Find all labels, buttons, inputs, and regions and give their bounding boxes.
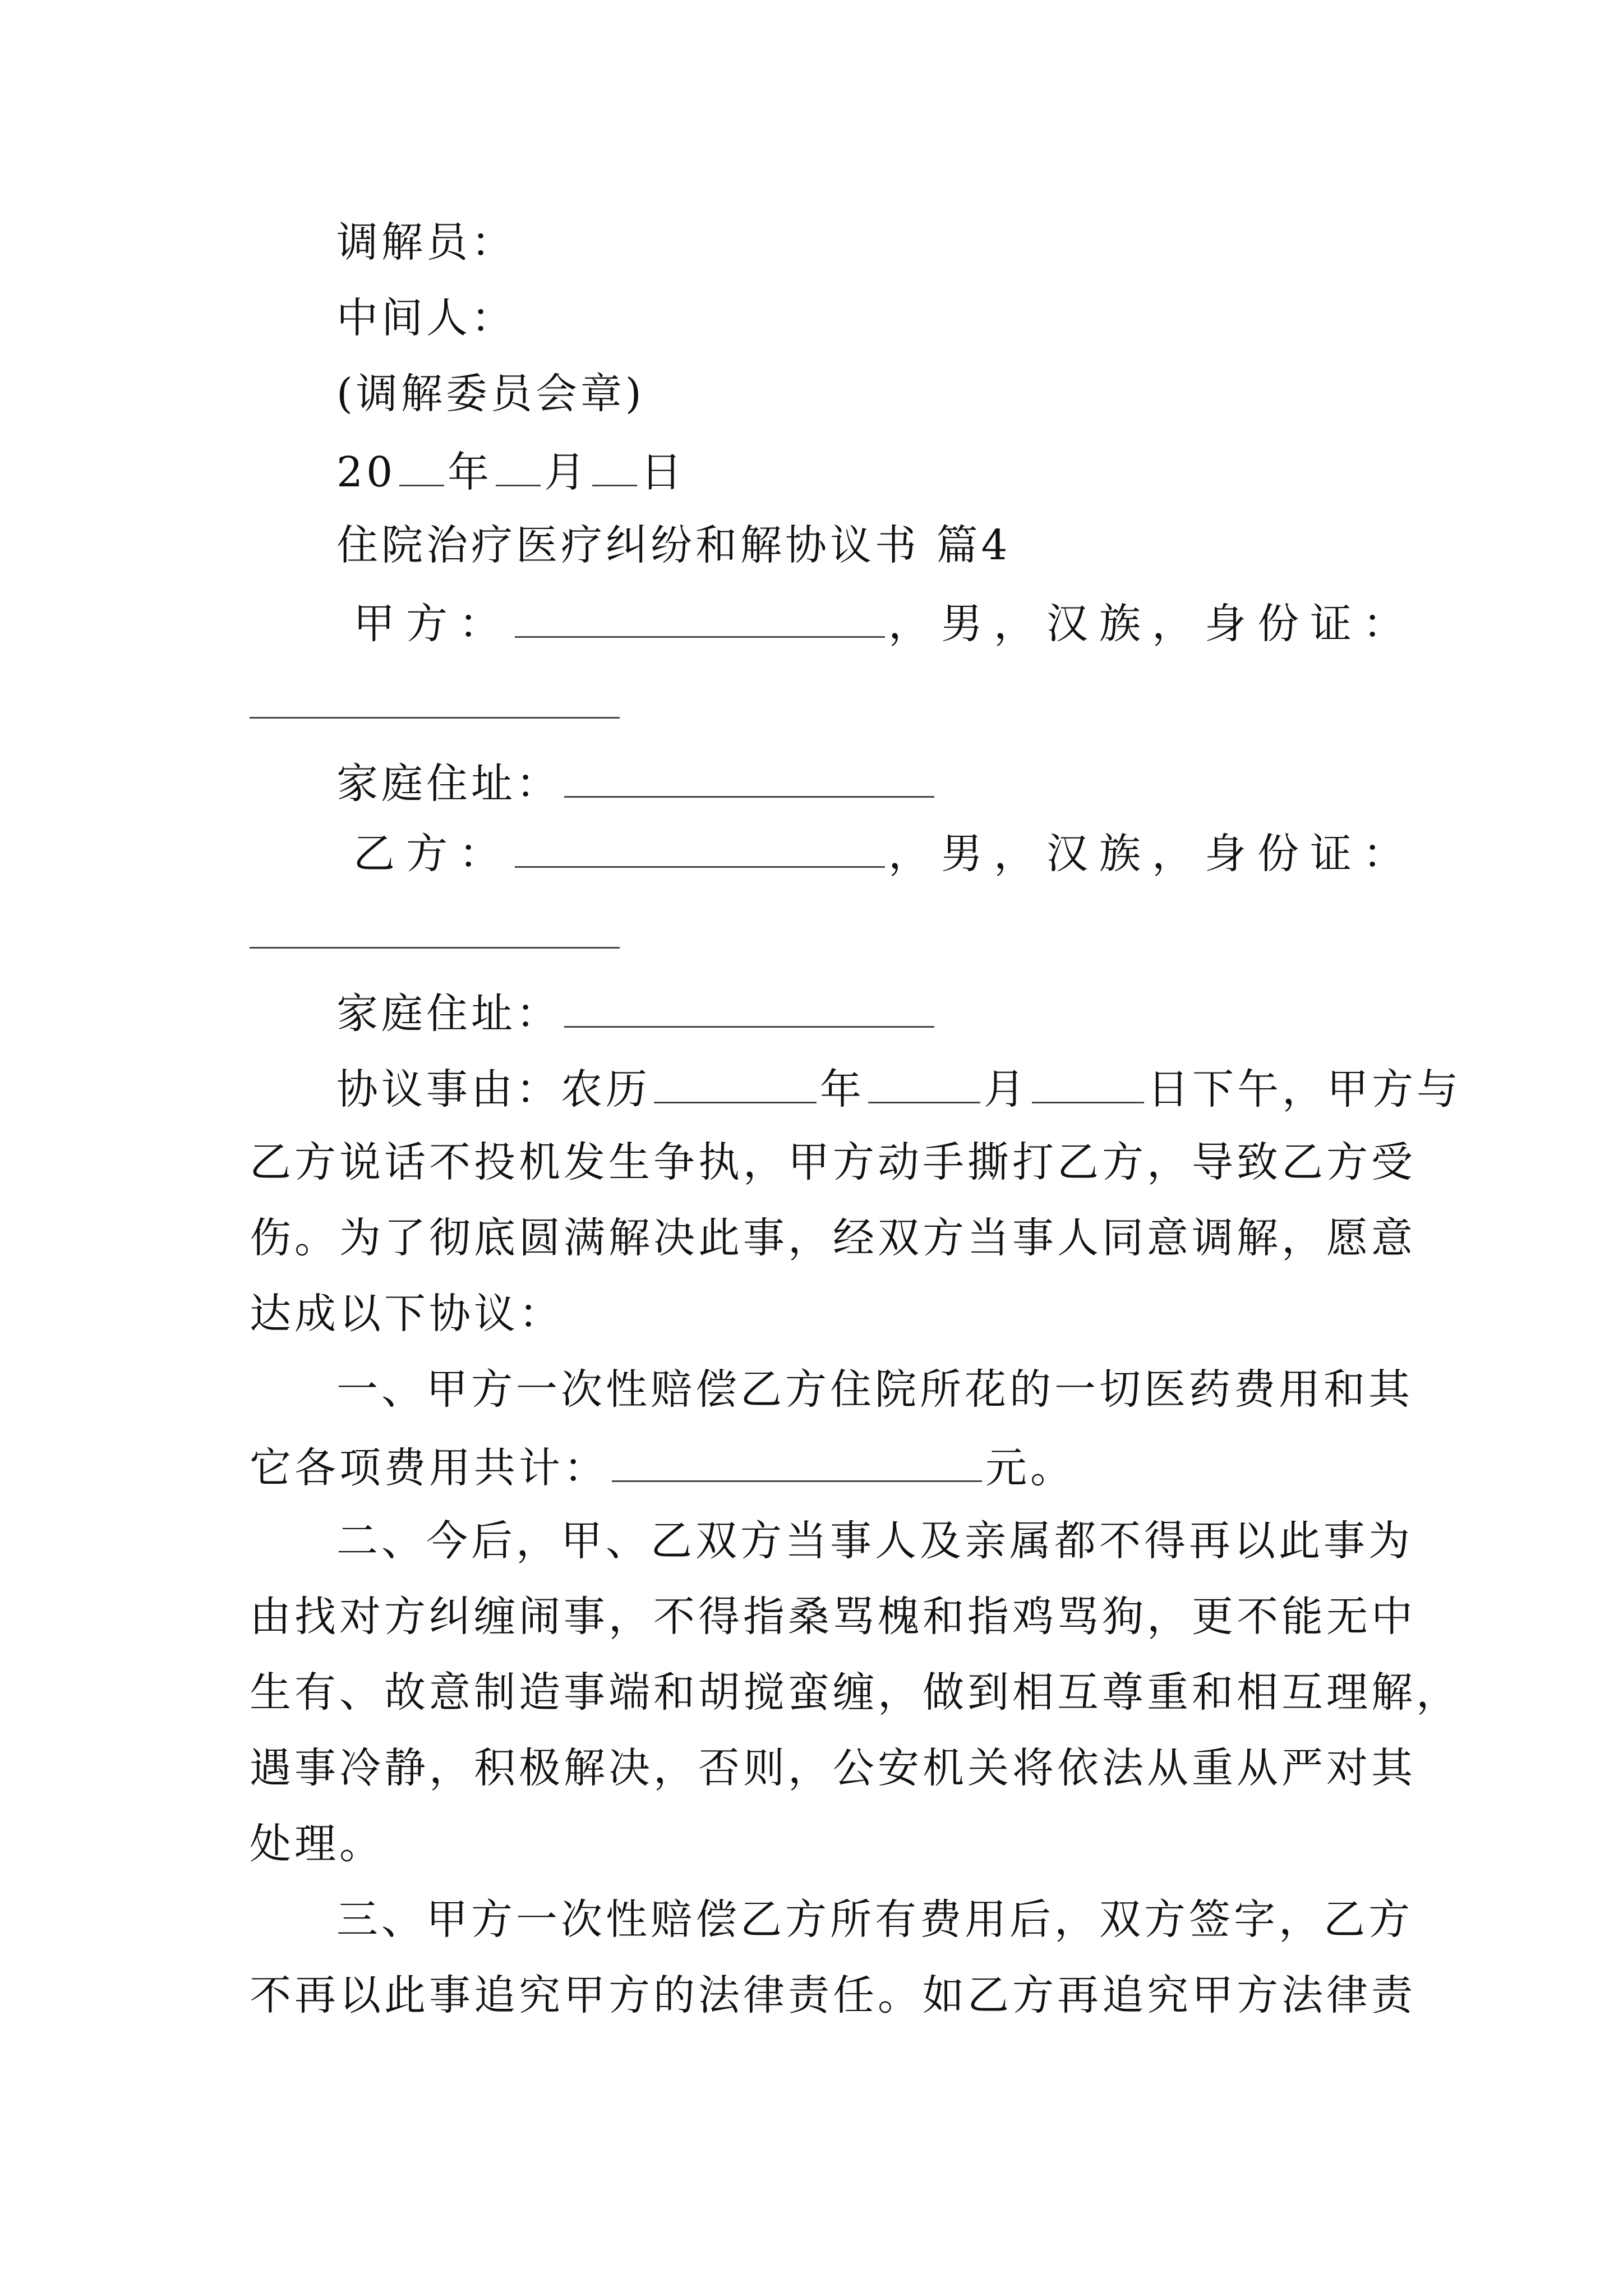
date-year-label: 年 [448, 448, 493, 496]
reason-month-label: 月 [984, 1065, 1029, 1114]
item3-text-1: 三、甲方一次性赔偿乙方所有费用后，双方签字，乙方 [336, 1895, 1413, 1944]
party-a-id-blank [250, 717, 620, 719]
item2-line-2 [0, 1593, 1623, 1641]
date-month-label: 月 [544, 448, 589, 496]
reason-line-3 [0, 1214, 1623, 1262]
item1-text-1: 一、甲方一次性赔偿乙方住院所花的一切医药费用和其 [336, 1365, 1413, 1414]
heading-line [0, 521, 1623, 569]
middleman-label: 中间人： [336, 294, 516, 342]
reason-text-3: 伤。为了彻底圆满解决此事，经双方当事人同意调解，愿意 [250, 1214, 1416, 1262]
item1-line-2 [0, 1444, 1623, 1492]
mediator-line [0, 218, 1623, 266]
mediator-label: 调解员： [336, 218, 516, 266]
party-b-id-blank [250, 947, 620, 949]
item2-line-3 [0, 1668, 1623, 1717]
reason-line-4 [0, 1290, 1623, 1338]
party-b-label: 乙方： [353, 830, 511, 878]
middleman-line [0, 294, 1623, 342]
party-a-address-line [0, 760, 1623, 808]
date-line [0, 448, 1623, 496]
item2-text-2: 由找对方纠缠闹事，不得指桑骂槐和指鸡骂狗，更不能无中 [250, 1593, 1416, 1641]
item3-line-1 [0, 1895, 1623, 1944]
party-a-address-blank [564, 760, 934, 798]
item1-line-1 [0, 1365, 1623, 1414]
party-b-address-blank [564, 990, 934, 1028]
party-b-name-blank [515, 830, 885, 868]
party-b-address-label: 家庭住址： [336, 990, 561, 1038]
seal-line [0, 370, 1623, 418]
party-a-info: ，男，汉族，身份证： [888, 600, 1415, 648]
reason-text-2: 乙方说话不投机发生争执，甲方动手撕打乙方，导致乙方受 [250, 1138, 1416, 1186]
item3-line-2 [0, 1971, 1623, 2019]
reason-line-2 [0, 1138, 1623, 1186]
document-heading: 住院治疗医疗纠纷和解协议书 篇4 [336, 521, 1011, 569]
reason-year-blank [654, 1066, 817, 1103]
total-fee-blank [612, 1444, 982, 1482]
party-b-line [0, 830, 1623, 878]
item2-text-3: 生有、故意制造事端和胡搅蛮缠，做到相互尊重和相互理解， [250, 1668, 1461, 1717]
item2-text-1: 二、今后，甲、乙双方当事人及亲属都不得再以此事为 [336, 1517, 1413, 1565]
month-blank [496, 449, 541, 486]
reason-start: 协议事由：农历 [336, 1065, 651, 1114]
party-a-label: 甲方： [353, 600, 511, 648]
item3-text-2: 不再以此事追究甲方的法律责任。如乙方再追究甲方法律责 [250, 1971, 1416, 2019]
reason-year-label: 年 [820, 1065, 865, 1114]
item1-text-2-end: 元。 [985, 1444, 1075, 1492]
date-prefix: 20 [336, 448, 396, 496]
day-blank [592, 449, 637, 486]
item2-line-1 [0, 1517, 1623, 1565]
reason-month-blank [868, 1066, 980, 1103]
reason-text-4: 达成以下协议： [250, 1290, 564, 1338]
item1-text-2-start: 它各项费用共计： [250, 1444, 608, 1492]
item2-text-4: 遇事冷静，积极解决，否则，公安机关将依法从重从严对其 [250, 1744, 1416, 1792]
item2-text-5: 处理。 [250, 1820, 384, 1868]
party-b-address-line [0, 990, 1623, 1038]
party-b-info: ，男，汉族，身份证： [888, 830, 1415, 878]
seal-text: (调解委员会章) [336, 370, 645, 418]
item2-line-4 [0, 1744, 1623, 1792]
reason-rest: 日下午，甲方与 [1147, 1065, 1461, 1114]
date-day-label: 日 [640, 448, 686, 496]
year-blank [399, 449, 444, 486]
reason-line-1 [0, 1065, 1623, 1114]
party-a-name-blank [515, 600, 885, 638]
party-a-line [0, 600, 1623, 648]
item2-line-5 [0, 1820, 1623, 1868]
party-a-address-label: 家庭住址： [336, 760, 561, 808]
reason-day-blank [1032, 1066, 1144, 1103]
